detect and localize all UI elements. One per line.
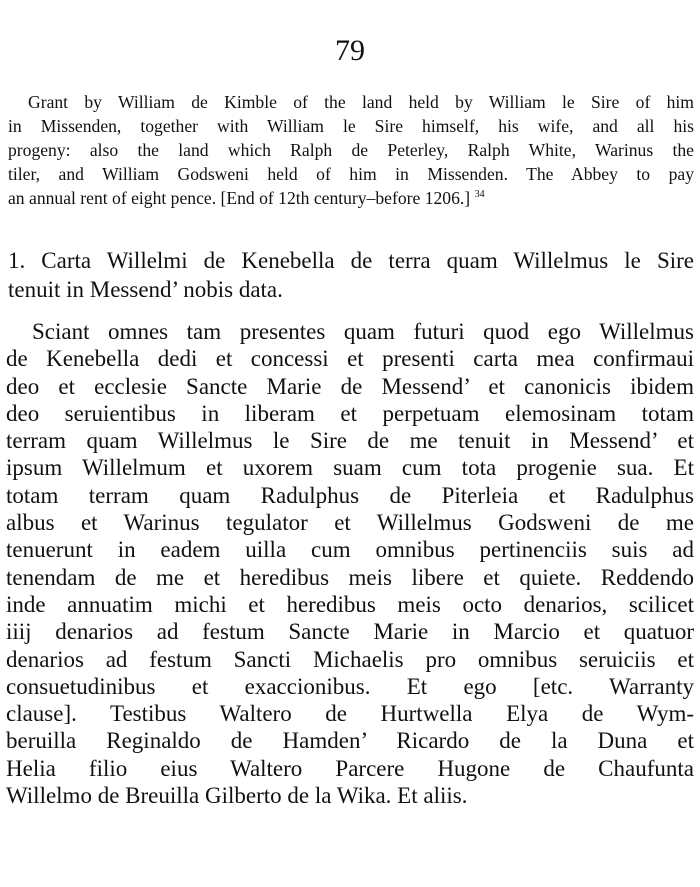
charter-line: terram quam Willelmus le Sire de me tenuit in Messend’ et [6, 428, 694, 454]
charter-line: Helia filio eius Waltero Parcere Hugone de Chaufunta [6, 755, 694, 781]
charter-line: tenuerunt in eadem uilla cum omnibus pertinenciis suis ad [6, 537, 694, 563]
charter-heading [8, 246, 694, 304]
summary-line: in Missenden, together with William le Sire himself, his wife, and all his [8, 116, 694, 136]
charter-line: inde annuatim michi et heredibus meis octo denarios, scilicet [6, 591, 694, 617]
charter-line: beruilla Reginaldo de Hamden’ Ricardo de la Duna et [6, 728, 694, 754]
summary-last-line [8, 186, 694, 210]
charter-heading-line: 1. Carta Willelmi de Kenebella de terra quam Willelmus le Sire [8, 248, 694, 273]
summary-line: progeny: also the land which Ralph de Peterley, Ralph White, Warinus the [8, 140, 694, 160]
footnote-reference: 34 [474, 189, 485, 201]
charter-line: ipsum Willelmum et uxorem suam cum tota progenie sua. Et [6, 455, 694, 481]
charter-line: clause]. Testibus Waltero de Hurtwella Elya de Wym- [6, 701, 694, 727]
charter-line: iiij denarios ad festum Sancte Marie in Marcio et quatuor [6, 619, 694, 645]
charter-line: de Kenebella dedi et concessi et presenti carta mea confirmaui [6, 346, 694, 372]
charter-line: albus et Warinus tegulator et Willelmus Godsweni de me [6, 510, 694, 536]
charter-line: deo et ecclesie Sancte Marie de Messend’ et canonicis ibidem [6, 373, 694, 399]
charter-line: totam terram quam Radulphus de Piterleia et Radulphus [6, 482, 694, 508]
english-summary [8, 90, 694, 210]
summary-line: Grant by William de Kimble of the land held by William le Sire of him [28, 92, 694, 112]
summary-line: an annual rent of eight pence. [End of 12th century–before 1206.] [8, 188, 471, 208]
charter-text [6, 318, 694, 809]
charter-line: denarios ad festum Sancti Michaelis pro omnibus seruiciis et [6, 646, 694, 672]
charter-line: Sciant omnes tam presentes quam futuri quod ego Willelmus [32, 319, 694, 344]
charter-line: tenendam de me et heredibus meis libere et quiete. Reddendo [6, 564, 694, 590]
charter-line: deo seruientibus in liberam et perpetuam elemosinam totam [6, 400, 694, 426]
summary-line: tiler, and William Godsweni held of him in Missenden. The Abbey to pay [8, 164, 694, 184]
charter-line: consuetudinibus et exaccionibus. Et ego [etc. Warranty [6, 673, 694, 699]
page-number: 79 [335, 34, 365, 67]
charter-line: Willelmo de Breuilla Gilberto de la Wika. Et aliis. [6, 783, 468, 809]
charter-heading-line: tenuit in Messend’ nobis data. [8, 277, 283, 302]
